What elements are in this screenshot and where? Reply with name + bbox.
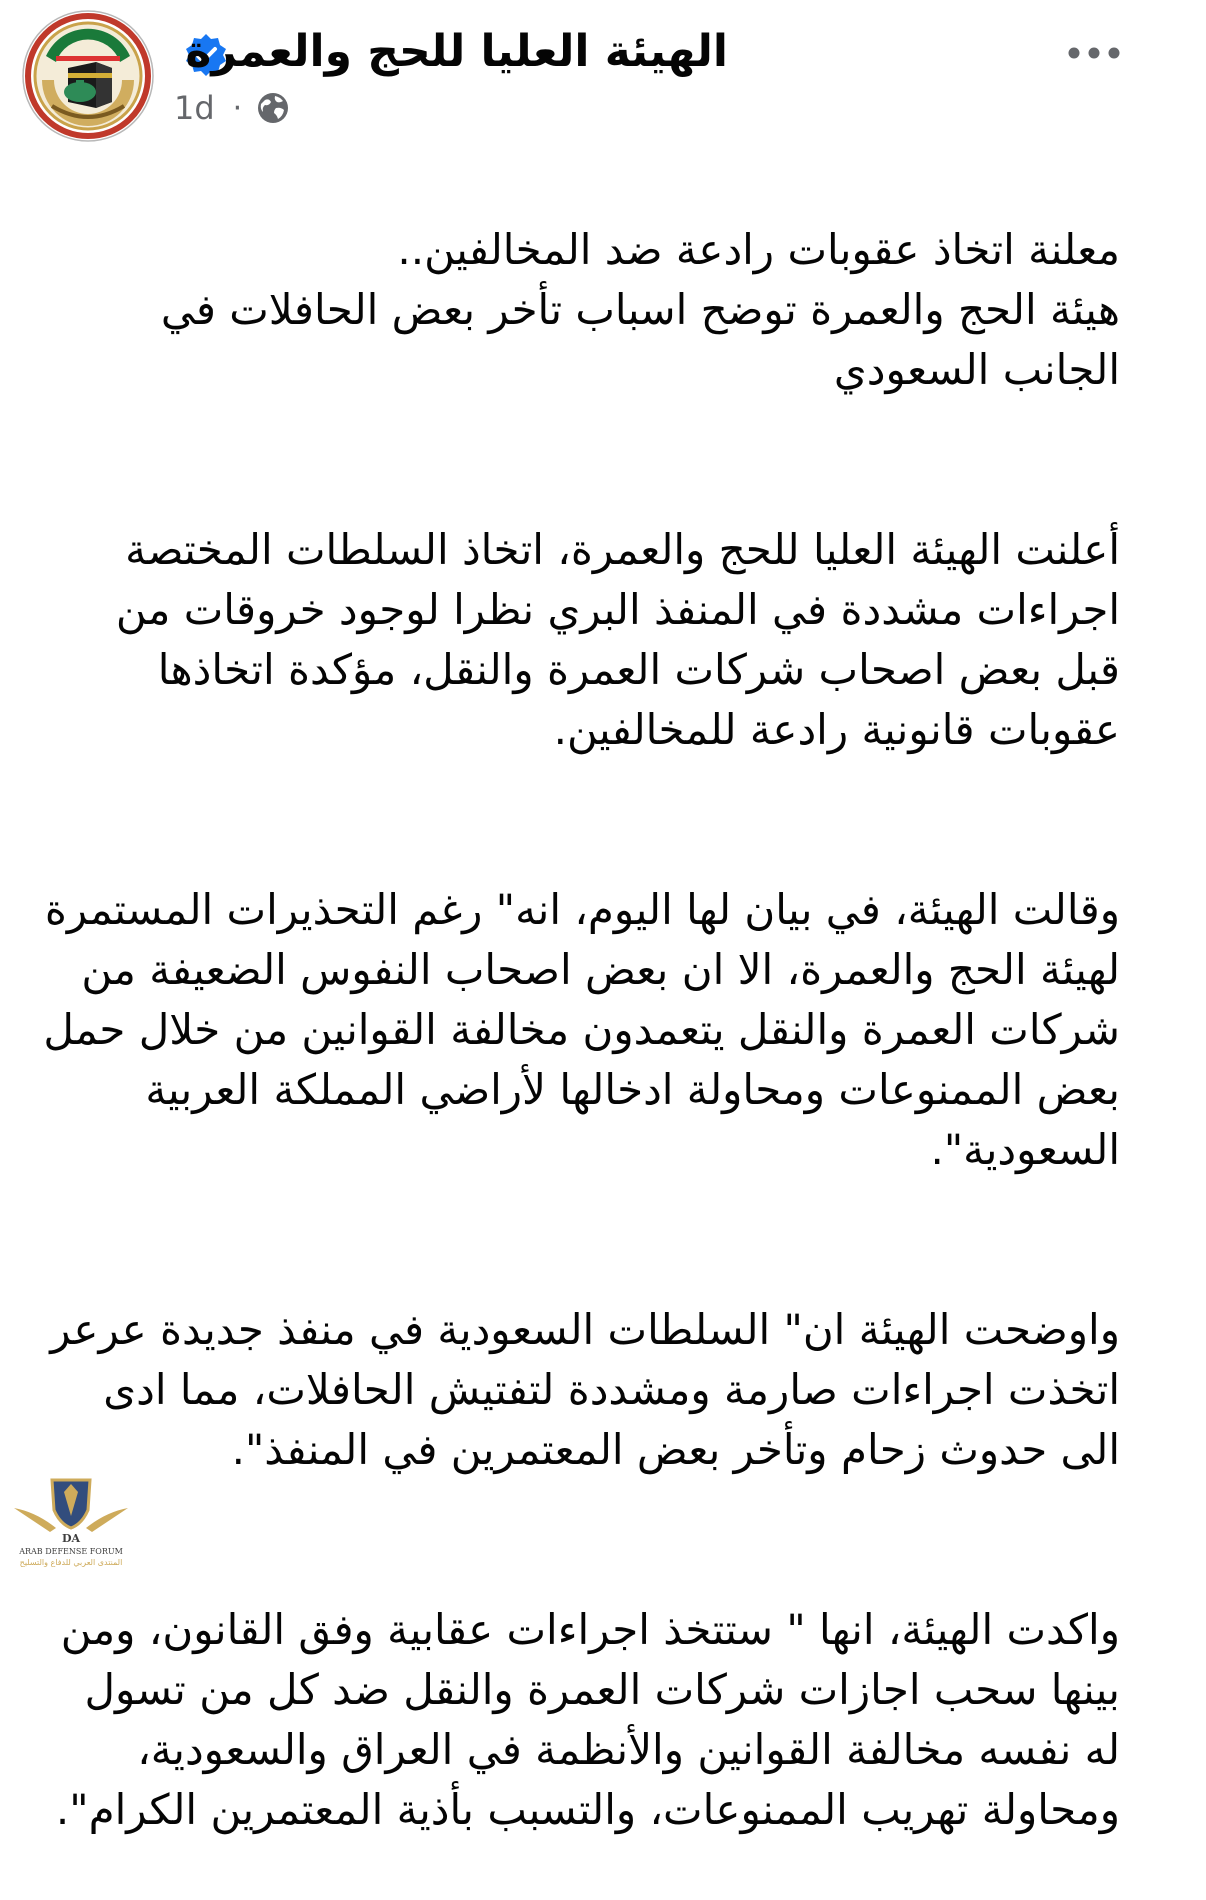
post-meta [174, 86, 290, 130]
page-avatar[interactable] [22, 10, 154, 142]
post-text [40, 160, 1120, 1900]
globe-icon [256, 91, 290, 125]
post-paragraph-headline: معلنة اتخاذ عقوبات رادعة ضد المخالفين.. هيئة الحج والعمرة توضح اسباب تأخر بعض الحافلات في الجانب السعودي [160, 225, 1120, 394]
watermark-monogram: DA [61, 1532, 81, 1545]
more-options-icon[interactable] [1064, 38, 1124, 68]
post-timestamp[interactable]: 1d [174, 89, 215, 127]
arab-defense-forum-watermark [6, 1470, 136, 1570]
watermark-name: ARAB DEFENSE FORUM [19, 1547, 123, 1556]
post-paragraph: وقالت الهيئة، في بيان لها اليوم، انه" رغم التحذيرات المستمرة لهيئة الحج والعمرة، الا ان بعض اصحاب النفوس الضعيفة من شركات العمرة والنقل يتعمدون مخالفة القوانين من خلال حمل بعض الممنوعات ومحاولة ادخالها لأراضي المملكة العربية السعودية". [43, 885, 1120, 1174]
watermark-subtitle: المنتدى العربي للدفاع والتسليح [19, 1558, 123, 1567]
meta-separator: · [232, 90, 243, 126]
post-header [0, 0, 1206, 160]
hajj-authority-logo-icon [22, 10, 154, 142]
page-name-link[interactable]: الهيئة العليا للحج والعمرة [185, 26, 728, 77]
post-paragraph: أعلنت الهيئة العليا للحج والعمرة، اتخاذ السلطات المختصة اجراءات مشددة في المنفذ البري نظرا لوجود خروقات من قبل بعض اصحاب شركات العمرة والنقل، مؤكدة اتخاذها عقوبات قانونية رادعة للمخالفين. [115, 525, 1120, 754]
post-paragraph: واكدت الهيئة، انها " ستتخذ اجراءات عقابية وفق القانون، ومن بينها سحب اجازات شركات العمرة والنقل ضد كل من تسول له نفسه مخالفة القوانين والأنظمة في العراق والسعودية، ومحاولة تهريب الممنوعات، والتسبب بأذية المعتمرين الكرام". [55, 1605, 1120, 1834]
post-paragraph: واوضحت الهيئة ان" السلطات السعودية في منفذ جديدة عرعر اتخذت اجراءات صارمة ومشددة لتفتيش الحافلات، مما ادى الى حدوث زحام وتأخر بعض المعتمرين في المنفذ". [50, 1305, 1120, 1474]
